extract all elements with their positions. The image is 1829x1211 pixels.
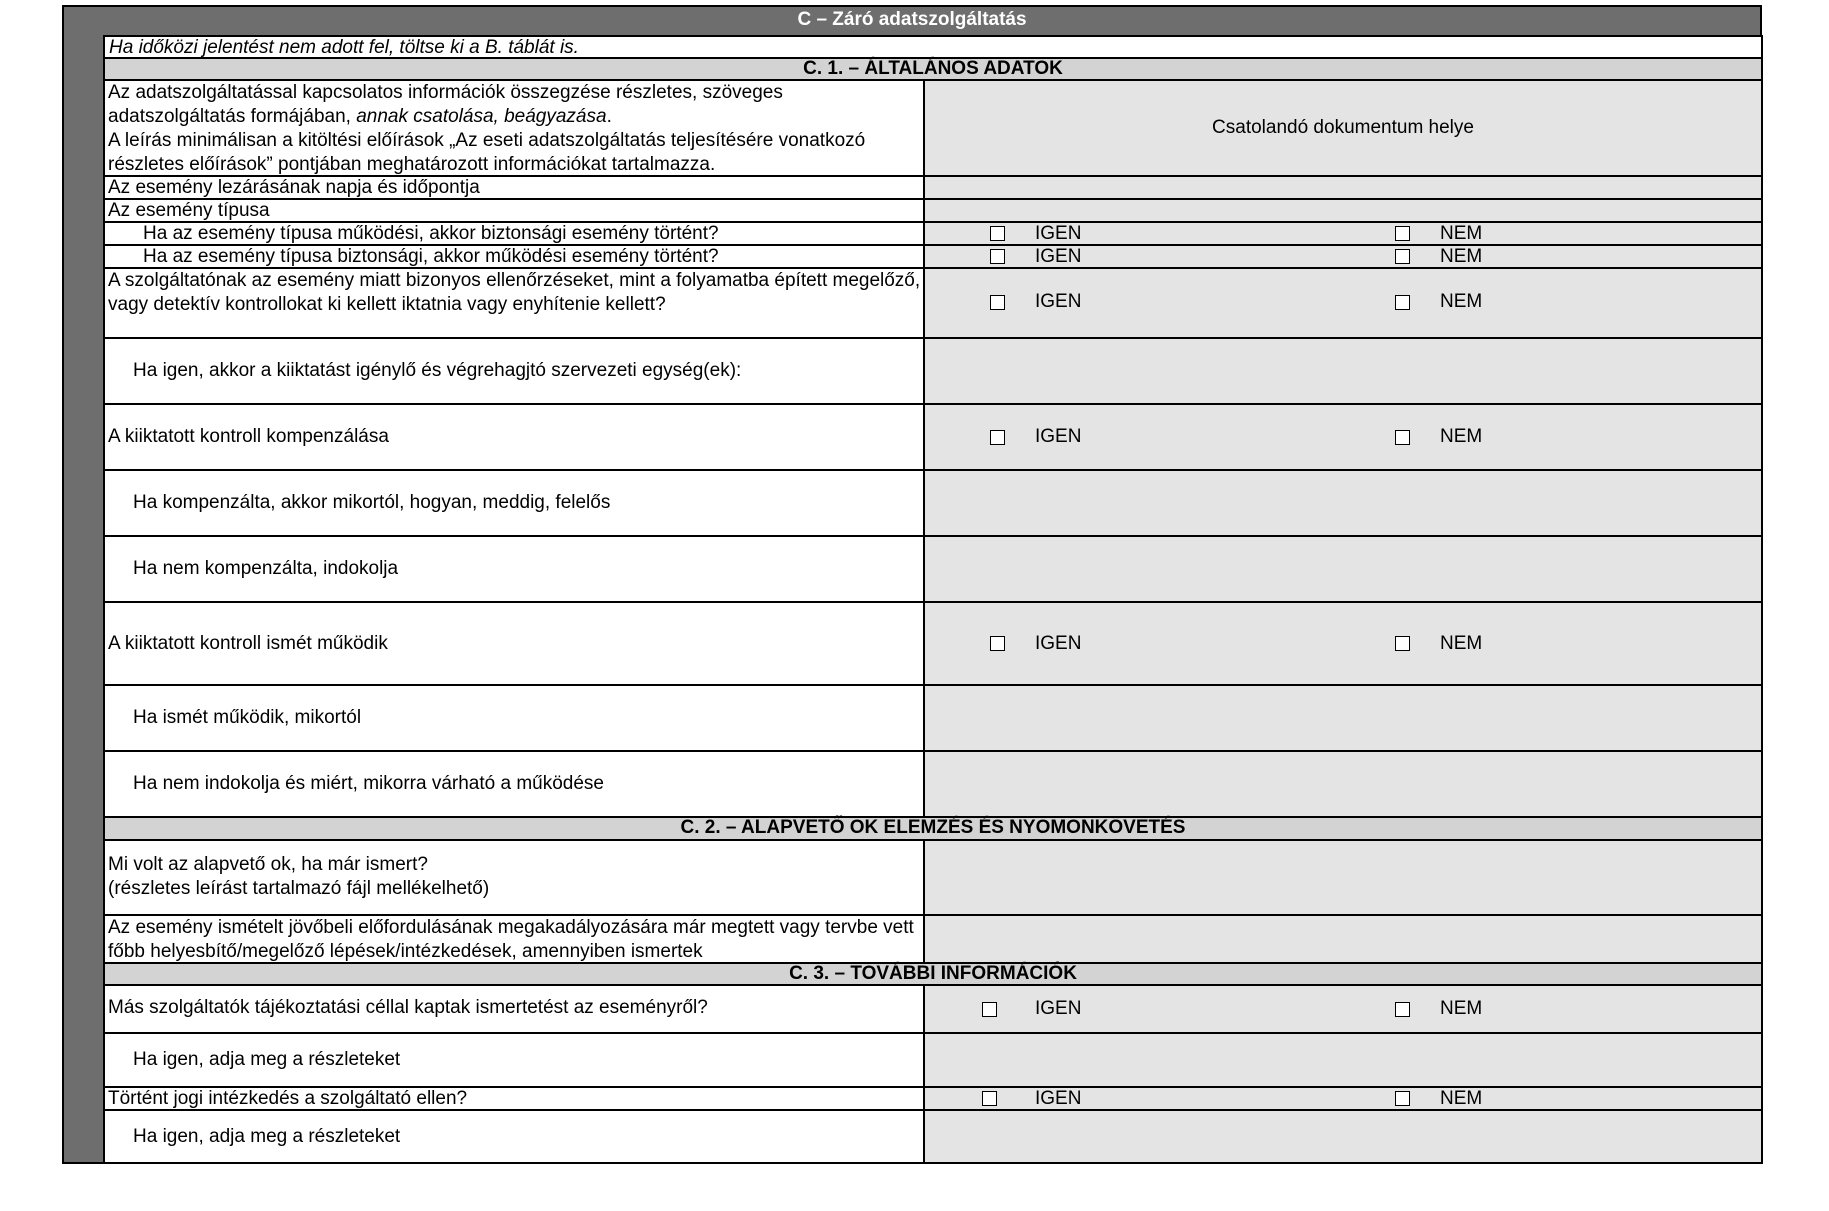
compensation-row	[103, 405, 1763, 471]
summary-requirements: A leírás minimálisan a kitöltési előírások „Az eseti adatszolgáltatás teljesítésére vonatkozó részletes előírások” pontjában meghatározott információkat tartalmazza.	[108, 130, 866, 175]
root-cause-row	[103, 841, 1763, 916]
option-no-label: NEM	[1440, 1087, 1483, 1109]
option-yes-label: IGEN	[1035, 291, 1082, 312]
summary-label	[105, 81, 925, 175]
operational-options	[925, 223, 1761, 244]
comp-yes-field[interactable]	[925, 471, 1761, 535]
close-date-field[interactable]	[925, 177, 1761, 198]
legal-options	[925, 1088, 1761, 1109]
not-works-row	[103, 752, 1763, 818]
works-when-label: Ha ismét működik, mikortól	[105, 686, 925, 750]
attachment-field[interactable]	[925, 81, 1761, 175]
others-details-field[interactable]	[925, 1034, 1761, 1086]
security-options	[925, 246, 1761, 267]
event-type-label: Az esemény típusa	[105, 200, 925, 221]
others-row	[103, 986, 1763, 1034]
prevent-row	[103, 916, 1763, 964]
prevent-field[interactable]	[925, 916, 1761, 962]
controls-options	[925, 269, 1761, 337]
section-c1-title: C. 1. – ÁLTALÁNOS ADATOK	[103, 59, 1763, 81]
comp-no-field[interactable]	[925, 537, 1761, 601]
option-yes-label: IGEN	[1035, 245, 1082, 267]
option-yes-label: IGEN	[1035, 632, 1082, 654]
comp-yes-row	[103, 471, 1763, 537]
checkbox-no[interactable]	[1395, 295, 1410, 310]
attachment-placeholder: Csatolandó dokumentum helye	[1212, 117, 1474, 138]
checkbox-no[interactable]	[1395, 636, 1410, 651]
summary-text-end: .	[606, 106, 612, 127]
summary-row	[103, 81, 1763, 177]
compensation-label: A kiiktatott kontroll kompenzálása	[105, 405, 925, 469]
operational-label: Ha az esemény típusa működési, akkor biztonsági esemény történt?	[105, 223, 925, 244]
works-again-row	[103, 603, 1763, 686]
others-question: Más szolgáltatók tájékoztatási céllal kaptak ismertetést az eseményről?	[108, 997, 708, 1018]
close-date-row	[103, 177, 1763, 200]
option-no-label: NEM	[1440, 222, 1483, 244]
checkbox-no[interactable]	[1395, 249, 1410, 264]
others-label	[105, 986, 925, 1032]
not-works-label: Ha nem indokolja és miért, mikorra várható a működése	[105, 752, 925, 816]
legal-details-label: Ha igen, adja meg a részleteket	[105, 1111, 925, 1162]
summary-text-italic: annak csatolása, beágyazása	[356, 106, 607, 127]
option-no-label: NEM	[1440, 245, 1483, 267]
legal-details-field[interactable]	[925, 1111, 1761, 1162]
comp-no-label: Ha nem kompenzálta, indokolja	[105, 537, 925, 601]
option-no-label: NEM	[1440, 291, 1483, 312]
units-field[interactable]	[925, 339, 1761, 403]
option-yes-label: IGEN	[1035, 426, 1082, 447]
event-type-row	[103, 200, 1763, 223]
section-c3-title: C. 3. – TOVÁBBI INFORMÁCIÓK	[103, 964, 1763, 986]
option-yes-label: IGEN	[1035, 998, 1082, 1019]
prevent-label: Az esemény ismételt jövőbeli előfordulásának megakadályozására már megtett vagy tervbe vett főbb helyesbítő/megelőző lépések/intézkedések, amennyiben ismertek	[105, 916, 925, 962]
checkbox-yes[interactable]	[990, 249, 1005, 264]
summary-text: Az adatszolgáltatással kapcsolatos információk összegzése részletes, szöveges adatszolgáltatás formájában,	[108, 82, 783, 127]
checkbox-no[interactable]	[1395, 226, 1410, 241]
security-label: Ha az esemény típusa biztonsági, akkor működési esemény történt?	[105, 246, 925, 267]
option-no-label: NEM	[1440, 998, 1483, 1019]
checkbox-yes[interactable]	[990, 636, 1005, 651]
works-when-row	[103, 686, 1763, 752]
operational-row	[103, 223, 1763, 246]
security-row	[103, 246, 1763, 269]
checkbox-yes[interactable]	[982, 1002, 997, 1017]
checkbox-yes[interactable]	[990, 295, 1005, 310]
option-yes-label: IGEN	[1035, 1087, 1082, 1109]
units-label: Ha igen, akkor a kiiktatást igénylő és végrehagjtó szervezeti egység(ek):	[105, 339, 925, 403]
controls-row	[103, 269, 1763, 339]
others-details-row	[103, 1034, 1763, 1088]
instruction-note: Ha időközi jelentést nem adott fel, töltse ki a B. táblát is.	[103, 35, 1763, 59]
checkbox-no[interactable]	[1395, 1091, 1410, 1106]
section-c2-title: C. 2. – ALAPVETŐ OK ELEMZÉS ÉS NYOMONKÖVETÉS	[103, 818, 1763, 841]
legal-row	[103, 1088, 1763, 1111]
form-header: C – Záró adatszolgáltatás	[797, 9, 1027, 30]
not-works-field[interactable]	[925, 752, 1761, 816]
root-cause-field[interactable]	[925, 841, 1761, 914]
event-type-field[interactable]	[925, 200, 1761, 221]
close-date-label: Az esemény lezárásának napja és időpontja	[105, 177, 925, 198]
checkbox-yes[interactable]	[990, 226, 1005, 241]
comp-no-row	[103, 537, 1763, 603]
others-options	[925, 986, 1761, 1032]
compensation-options	[925, 405, 1761, 469]
option-yes-label: IGEN	[1035, 222, 1082, 244]
checkbox-no[interactable]	[1395, 430, 1410, 445]
legal-details-row	[103, 1111, 1763, 1164]
works-again-label: A kiiktatott kontroll ismét működik	[105, 603, 925, 684]
works-again-options	[925, 603, 1761, 684]
legal-label: Történt jogi intézkedés a szolgáltató ellen?	[105, 1088, 925, 1109]
controls-label: A szolgáltatónak az esemény miatt bizonyos ellenőrzéseket, mint a folyamatba épített megelőző, vagy detektív kontrollokat ki kellett iktatnia vagy enyhítenie kellett?	[105, 269, 925, 337]
checkbox-no[interactable]	[1395, 1002, 1410, 1017]
works-when-field[interactable]	[925, 686, 1761, 750]
checkbox-yes[interactable]	[990, 430, 1005, 445]
option-no-label: NEM	[1440, 426, 1483, 447]
root-cause-hint: (részletes leírást tartalmazó fájl mellékelhető)	[108, 878, 490, 899]
comp-yes-label: Ha kompenzálta, akkor mikortól, hogyan, meddig, felelős	[105, 471, 925, 535]
root-cause-label	[105, 841, 925, 914]
option-no-label: NEM	[1440, 632, 1483, 654]
root-cause-question: Mi volt az alapvető ok, ha már ismert?	[108, 854, 428, 875]
checkbox-yes[interactable]	[982, 1091, 997, 1106]
others-details-label: Ha igen, adja meg a részleteket	[105, 1034, 925, 1086]
units-row	[103, 339, 1763, 405]
